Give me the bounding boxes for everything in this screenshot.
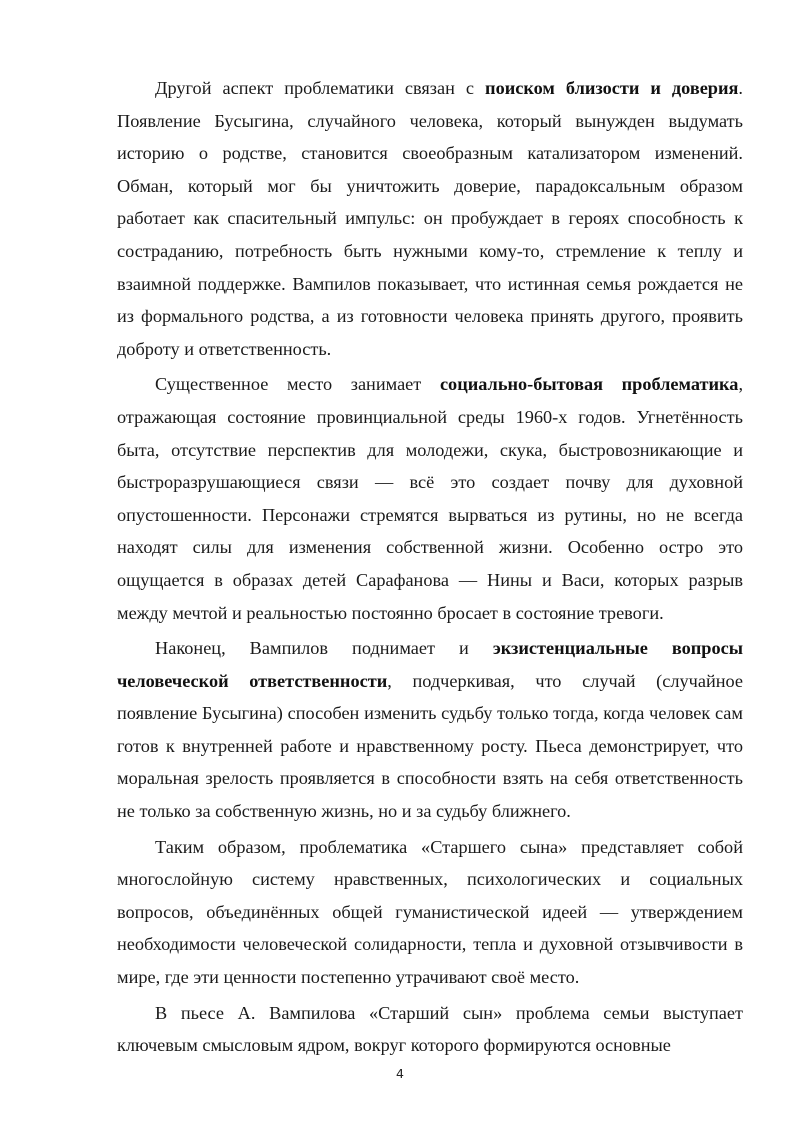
paragraph-text: Наконец, Вампилов поднимает и (155, 638, 493, 659)
paragraph (117, 72, 743, 365)
paragraph-text: Существенное место занимает (155, 374, 440, 395)
paragraph-text: Другой аспект проблематики связан с (155, 78, 486, 98)
paragraph-text: , отражающая состояние провинциальной среды 1960-х годов. Угнетённость быта, отсутствие перспектив для молодежи, скука, быстровозникающие и быстроразрушающиеся связи — всё это создает почву для духовной опустошенности. Персонажи стремятся вырваться из рутины, но не всегда находят силы для изменения собственной жизни. Особенно остро это ощущается в образах детей Сарафанова — Нины и Васи, которых разрыв между мечтой и реальностью постоянно бросает в состояние тревоги. (117, 374, 744, 623)
bold-term: социально-бытовая проблематика (439, 374, 739, 395)
page-number: 4 (396, 1066, 404, 1081)
paragraph-text: , подчеркивая, что случай (случайное появление Бусыгина) способен изменить судьбу только тогда, когда человек сам готов к внутренней работе и нравственному росту. Пьеса демонстрирует, что моральная зрелость проявляется в способности взять на себя ответственность не только за собственную жизнь, но и за судьбу ближнего. (117, 670, 743, 822)
bold-term: экзистенциальные вопросы человеческой ответственности (117, 638, 743, 691)
paragraph-text: Таким образом, проблематика «Старшего сына» представляет собой многослойную систему нравственных, психологических и социальных вопросов, объединённых общей гуманистической идеей — утверждением необходимости человеческой солидарности, тепла и духовной отзывчивости в мире, где эти ценности постепенно утрачивают своё место. (117, 836, 743, 988)
paragraph (117, 997, 743, 1062)
paragraph (117, 632, 743, 828)
paragraph-text: . Появление Бусыгина, случайного человека, который вынужден выдумать историю о родстве, становится своеобразным катализатором изменений. Обман, который мог бы уничтожить доверие, парадоксальным образом работает как спасительный импульс: он пробуждает в героях способность к состраданию, потребность быть нужными кому-то, стремление к теплу и взаимной поддержке. Вампилов показывает, что истинная семья рождается не из формального родства, а из готовности человека принять другого, проявить доброту и ответственность. (117, 78, 743, 359)
bold-term: поиском близости и доверия (485, 78, 739, 98)
paragraph-text: В пьесе А. Вампилова «Старший сын» проблема семьи выступает ключевым смысловым ядром, вокруг которого формируются основные (117, 1002, 743, 1056)
page-body (117, 72, 743, 1065)
paragraph (117, 831, 743, 994)
paragraph (117, 368, 743, 629)
